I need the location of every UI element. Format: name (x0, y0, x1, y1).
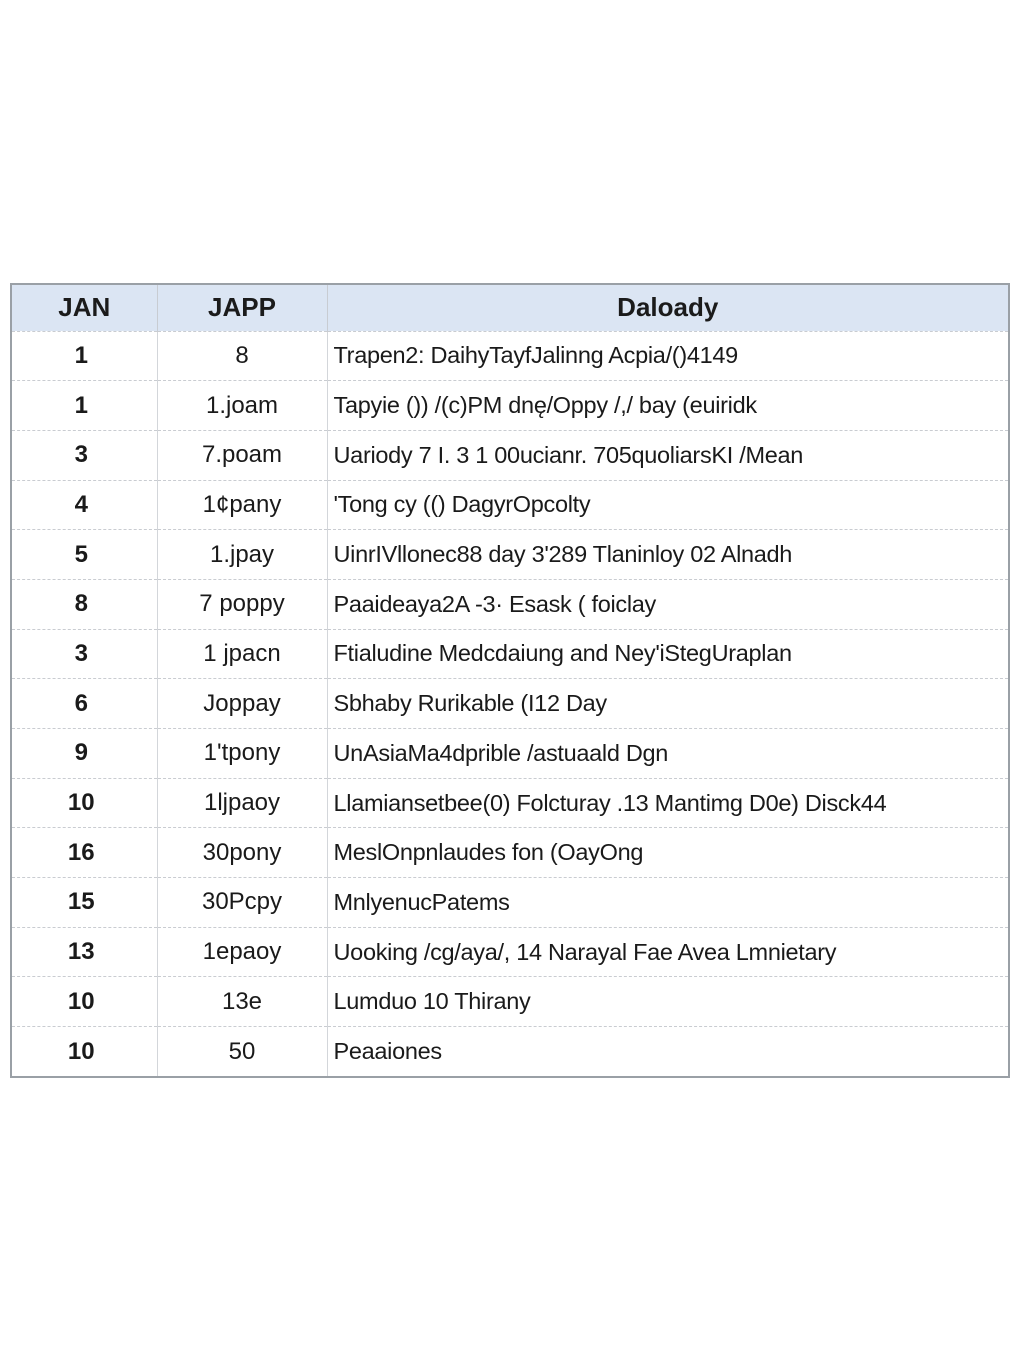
row-number-cell: 13 (12, 927, 157, 977)
row-number-cell: 1 (12, 331, 157, 381)
table-row (12, 878, 1008, 928)
row-number-cell: 10 (12, 977, 157, 1027)
row-code-cell: 7 poppy (157, 579, 327, 629)
row-code-cell: 13e (157, 977, 327, 1027)
row-number-cell: 9 (12, 729, 157, 779)
row-number-cell: 10 (12, 1027, 157, 1077)
row-number-cell: 3 (12, 430, 157, 480)
row-description-cell: Lumduo 10 Thirany (333, 988, 531, 1015)
table-row (12, 927, 1008, 977)
row-code-cell: 1¢pany (157, 480, 327, 530)
row-description-cell: MnlyenucPatems (333, 888, 510, 915)
row-code-cell: 1'tpony (157, 729, 327, 779)
row-code-cell: 8 (157, 331, 327, 381)
table-row (12, 480, 1008, 530)
row-description-cell: Uooking /cg/aya/, 14 Narayal Fae Avea Lmnietary (333, 938, 837, 965)
table-row (12, 579, 1008, 629)
row-description-cell: Ftialudine Medcdaiung and Ney'iStegUraplan (333, 640, 792, 667)
row-number-cell: 4 (12, 480, 157, 530)
row-description-cell: Tapyie ()) /(c)PM dnę/Oppy /,/ bay (euiridk (333, 392, 757, 419)
row-code-cell: 1.joam (157, 381, 327, 431)
table-row (12, 1027, 1008, 1077)
table-row (12, 381, 1008, 431)
column-header-japp: JAPP (157, 285, 327, 331)
row-number-cell: 8 (12, 579, 157, 629)
row-description-cell: MeslOnpnlaudes fon (OayOng (333, 839, 644, 866)
table-row (12, 828, 1008, 878)
row-code-cell: 1epaoy (157, 927, 327, 977)
row-description-cell: UnAsiaMa4dprible /astuaald Dgn (333, 739, 669, 766)
row-number-cell: 1 (12, 381, 157, 431)
row-code-cell: 1ljpaoy (157, 778, 327, 828)
row-code-cell: Joppay (157, 679, 327, 729)
row-code-cell: 30pony (157, 828, 327, 878)
row-number-cell: 6 (12, 679, 157, 729)
row-number-cell: 16 (12, 828, 157, 878)
row-number-cell: 5 (12, 530, 157, 580)
row-code-cell: 50 (157, 1027, 327, 1077)
table-row (12, 530, 1008, 580)
table-body (12, 331, 1008, 1076)
table-row (12, 778, 1008, 828)
table-row (12, 977, 1008, 1027)
row-number-cell: 15 (12, 878, 157, 928)
table (12, 285, 1008, 1076)
row-description-cell: Trapen2: DaihyTayfJalinng Acpia/()4149 (333, 342, 738, 369)
row-code-cell: 7.poam (157, 430, 327, 480)
table-row (12, 729, 1008, 779)
data-table (10, 283, 1010, 1078)
table-row (12, 629, 1008, 679)
header-row (12, 285, 1008, 331)
row-number-cell: 3 (12, 629, 157, 679)
row-code-cell: 30Pcpy (157, 878, 327, 928)
row-description-cell: Llamiansetbee(0) Folcturay .13 Mantimg D0e) Disck44 (333, 789, 887, 816)
table-row (12, 679, 1008, 729)
column-header-jan: JAN (12, 285, 157, 331)
row-description-cell: UinrIVllonec88 day 3'289 Tlaninloy 02 Alnadh (333, 541, 793, 568)
row-number-cell: 10 (12, 778, 157, 828)
row-description-cell: Uariody 7 I. 3 1 00ucianr. 705quoliarsKI /Mean (333, 441, 804, 468)
row-code-cell: 1 jpacn (157, 629, 327, 679)
table-row (12, 331, 1008, 381)
table-header (12, 285, 1008, 331)
column-header-daloady: Daloady (617, 292, 719, 323)
row-description-cell: 'Tong cy (() DagyrOpcolty (333, 491, 591, 518)
row-code-cell: 1.jpay (157, 530, 327, 580)
table-row (12, 430, 1008, 480)
row-description-cell: Paaideaya2A -3· Esask ( foiclay (333, 590, 656, 617)
row-description-cell: Sbhaby Rurikable (I12 Day (333, 690, 607, 717)
row-description-cell: Peaaiones (333, 1038, 442, 1065)
